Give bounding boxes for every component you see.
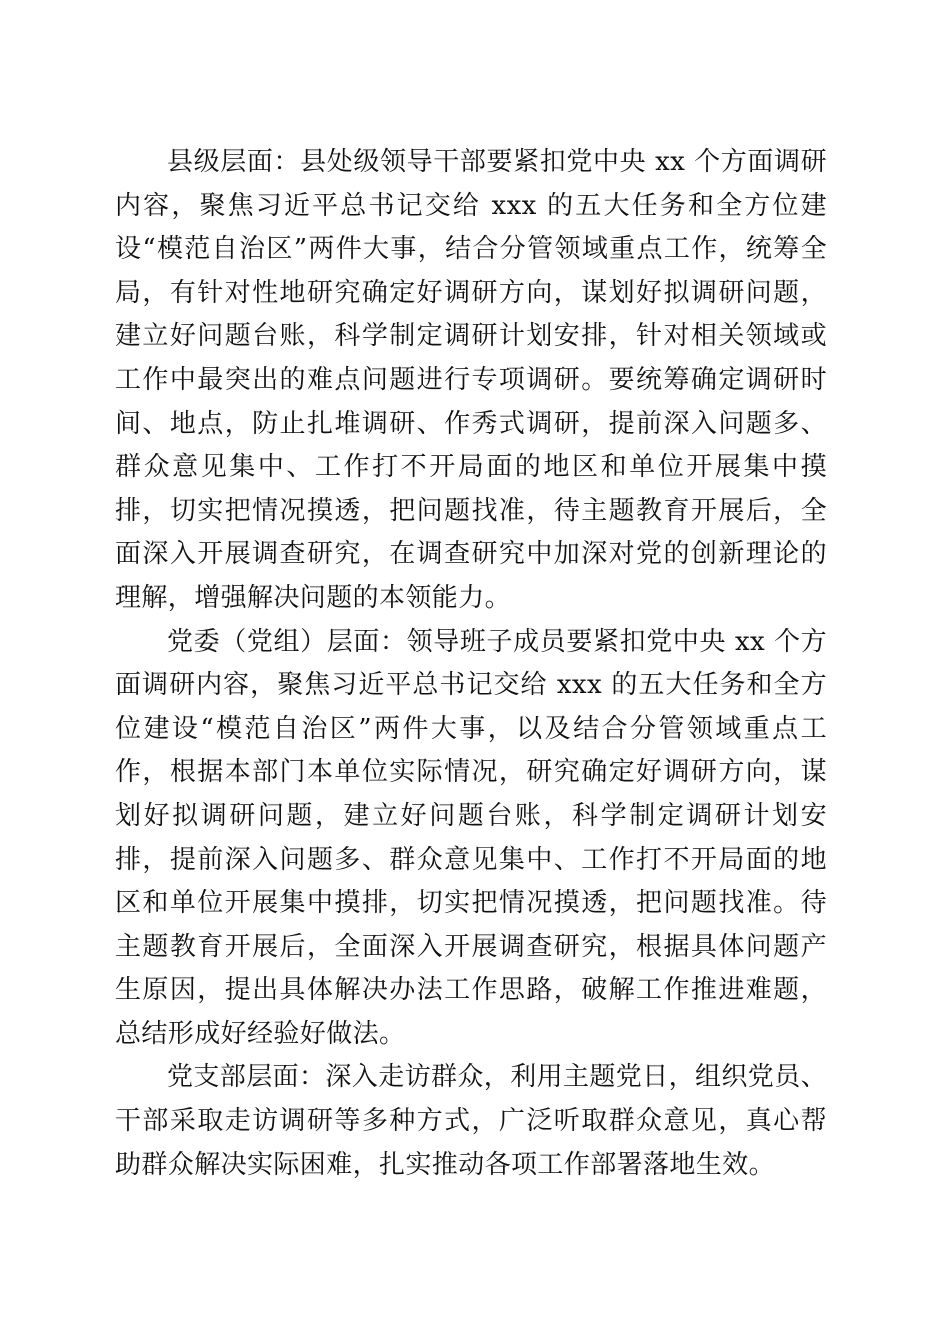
paragraph-party-branch-level: 党支部层面：深入走访群众，利用主题党日，组织党员、干部采取走访调研等多种方式，广泛听取群众意见，真心帮助群众解决实际困难，扎实推动各项工作部署落地生效。 [115, 1062, 828, 1180]
paragraph-party-committee-level: 党委（党组）层面：领导班子成员要紧扣党中央 xx 个方面调研内容，聚焦习近平总书记交给 xxx 的五大任务和全方位建设“模范自治区”两件大事，以及结合分管领域重点工作，根据本部门本单位实际情况，研究确定好调研方向，谋划好拟调研问题，建立好问题台账，科学制定调研计划安排，提前深入问题多、群众意见集中、工作打不开局面的地区和单位开展集中摸排，切实把情况摸透，把问题找准。待主题教育开展后，全面深入开展调查研究，根据具体问题产生原因，提出具体解决办法工作思路，破解工作推进难题，总结形成好经验好做法。 [115, 626, 827, 1049]
document-body [115, 141, 827, 1187]
paragraph-county-level: 县级层面：县处级领导干部要紧扣党中央 xx 个方面调研内容，聚焦习近平总书记交给 xxx 的五大任务和全方位建设“模范自治区”两件大事，结合分管领域重点工作，统筹全局，有针对性地研究确定好调研方向，谋划好拟调研问题，建立好问题台账，科学制定调研计划安排，针对相关领域或工作中最突出的难点问题进行专项调研。要统筹确定调研时间、地点，防止扎堆调研、作秀式调研，提前深入问题多、群众意见集中、工作打不开局面的地区和单位开展集中摸排，切实把情况摸透，把问题找准，待主题教育开展后，全面深入开展调查研究，在调查研究中加深对党的创新理论的理解，增强解决问题的本领能力。 [115, 147, 827, 613]
